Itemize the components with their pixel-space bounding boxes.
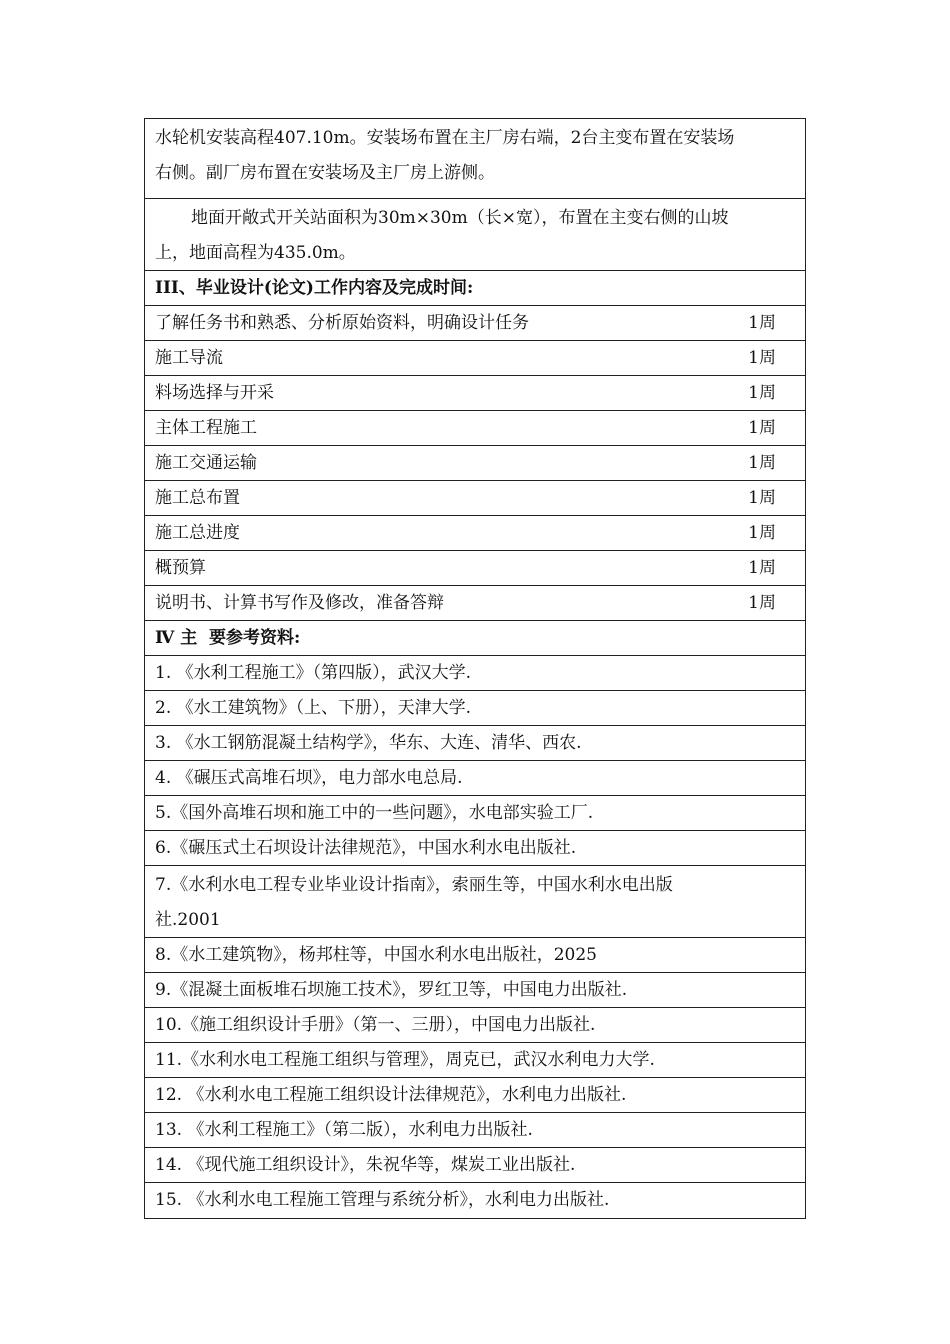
task-row (145, 586, 805, 621)
reference-row: 10.《施工组织设计手册》（第一、三册），中国电力出版社. (145, 1008, 805, 1043)
task-row (145, 411, 805, 446)
reference-row: 13. 《水利工程施工》（第二版），水利电力出版社. (145, 1113, 805, 1148)
task-duration: 1周 (748, 348, 776, 368)
reference-row: 11.《水利水电工程施工组织与管理》，周克已，武汉水利电力大学. (145, 1043, 805, 1078)
reference-row: 6.《碾压式土石坝设计法律规范》，中国水利水电出版社. (145, 831, 805, 866)
task-row (145, 481, 805, 516)
task-row (145, 341, 805, 376)
task-duration: 1周 (748, 488, 776, 508)
reference-row: 15. 《水利水电工程施工管理与系统分析》，水利电力出版社. (155, 1190, 610, 1210)
text-line: 上，地面高程为435.0m。 (155, 243, 356, 263)
reference-row (145, 866, 805, 938)
task-row (145, 306, 805, 341)
task-row (145, 446, 805, 481)
task-name: 施工总进度 (155, 523, 240, 543)
task-duration: 1周 (748, 418, 776, 438)
text-line: 社.2001 (155, 910, 221, 930)
task-name: 施工交通运输 (155, 453, 257, 473)
reference-row: 9.《混凝土面板堆石坝施工技术》，罗红卫等，中国电力出版社. (145, 973, 805, 1008)
section-heading-work-content: III、毕业设计(论文)工作内容及完成时间: (145, 271, 805, 306)
task-row (145, 376, 805, 411)
reference-row: 12. 《水利水电工程施工组织设计法律规范》，水利电力出版社. (145, 1078, 805, 1113)
task-duration: 1周 (748, 558, 776, 578)
task-duration: 1周 (748, 593, 776, 613)
task-row (145, 516, 805, 551)
text-line: 水轮机安装高程407.10m。安装场布置在主厂房右端，2台主变布置在安装场 (155, 128, 735, 148)
reference-row: 8.《水工建筑物》，杨邦柱等，中国水利水电出版社，2025 (145, 938, 805, 973)
reference-row: 4. 《碾压式高堆石坝》，电力部水电总局. (145, 761, 805, 796)
reference-row: 3. 《水工钢筋混凝土结构学》，华东、大连、清华、西农. (145, 726, 805, 761)
task-name: 施工导流 (155, 348, 223, 368)
task-duration: 1周 (748, 383, 776, 403)
text-line: 地面开敞式开关站面积为30m×30m（长×宽），布置在主变右侧的山坡 (191, 208, 729, 228)
task-name: 主体工程施工 (155, 418, 257, 438)
reference-row: 5.《国外高堆石坝和施工中的一些问题》，水电部实验工厂. (145, 796, 805, 831)
task-name: 了解任务书和熟悉、分析原始资料，明确设计任务 (155, 313, 529, 333)
intro-paragraph-2 (145, 199, 805, 271)
task-row (145, 551, 805, 586)
text-line: 7.《水利水电工程专业毕业设计指南》，索丽生等，中国水利水电出版 (155, 875, 673, 895)
document-table (144, 118, 806, 1219)
reference-row: 1. 《水利工程施工》（第四版），武汉大学. (145, 656, 805, 691)
text-line: 右侧。副厂房布置在安装场及主厂房上游侧。 (155, 163, 495, 183)
intro-paragraph-1 (145, 119, 805, 199)
task-duration: 1周 (748, 313, 776, 333)
task-name: 施工总布置 (155, 488, 240, 508)
reference-row: 14. 《现代施工组织设计》，朱祝华等，煤炭工业出版社. (145, 1148, 805, 1183)
reference-row: 2. 《水工建筑物》（上、下册），天津大学. (145, 691, 805, 726)
task-name: 料场选择与开采 (155, 383, 274, 403)
task-name: 概预算 (155, 558, 206, 578)
task-name: 说明书、计算书写作及修改，准备答辩 (155, 593, 444, 613)
task-duration: 1周 (748, 523, 776, 543)
task-duration: 1周 (748, 453, 776, 473)
section-heading-references: Ⅳ 主 要参考资料: (145, 621, 805, 656)
